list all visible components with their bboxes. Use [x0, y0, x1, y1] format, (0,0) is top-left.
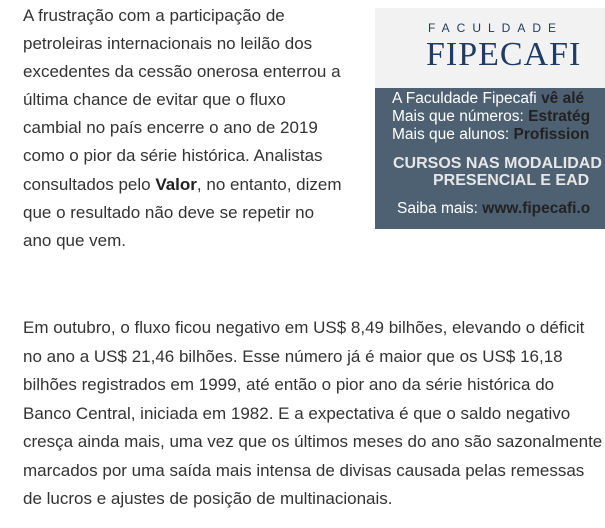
ad-line-3-bold: Profission [513, 126, 590, 143]
article-paragraph-1 [23, 2, 343, 255]
ad-courses-line-2: PRESENCIAL E EAD [433, 172, 590, 189]
ad-header [375, 8, 605, 88]
ad-courses-line-1: CURSOS NAS MODALIDAD [393, 155, 602, 172]
ad-tagline-block [392, 90, 590, 144]
valor-publication-name: Valor [155, 174, 197, 194]
ad-line-2 [392, 108, 590, 126]
article-paragraph-2: Em outubro, o fluxo ficou negativo em US$ 8,49 bilhões, elevando o déficit no ano a US$ 21,46 bilhões. Esse número já é maior que os US$ 16,18 bilhões registrados em 1999, até então o pior ano da série histórica do Banco Central, iniciada em 1982. E a expectativa é que o saldo negativo cresça ainda mais, uma vez que os últimos meses do ano são sazonalmente marcados por uma saída mais intensa de divisas causada pelas remessas de lucros e ajustes de posição de multinacionais. [23, 318, 603, 508]
ad-line-1 [392, 90, 590, 108]
paragraph-1-tail: , no entanto, dizem que o resultado não deve se repetir no ano que vem. [23, 174, 342, 250]
ad-kicker: FACULDADE [428, 21, 564, 35]
ad-line-3 [392, 126, 590, 144]
ad-line-3-text: Mais que alunos: [392, 126, 514, 143]
ad-website-url[interactable]: www.fipecafi.o [482, 200, 591, 217]
ad-line-2-text: Mais que números: [392, 108, 529, 125]
ad-line-2-bold: Estratég [528, 108, 591, 125]
ad-line-1-bold: vê alé [541, 90, 585, 107]
fipecafi-advertisement-banner[interactable] [375, 8, 605, 229]
ad-courses-headline [393, 155, 602, 189]
paragraph-1-text: A frustração com a participação de petroleiras internacionais no leilão dos excedentes da cessão onerosa enterrou a última chance de evitar que o fluxo cambial no país encerre o ano de 2019 como o pior da série histórica. Analistas consultados pelo [23, 6, 341, 194]
ad-line-1-text: A Faculdade Fipecafi [392, 90, 542, 107]
ad-more-info-link[interactable] [397, 200, 590, 218]
ad-brand-logo: FIPECAFI [426, 36, 582, 73]
ad-more-info-label: Saiba mais: [397, 200, 483, 217]
